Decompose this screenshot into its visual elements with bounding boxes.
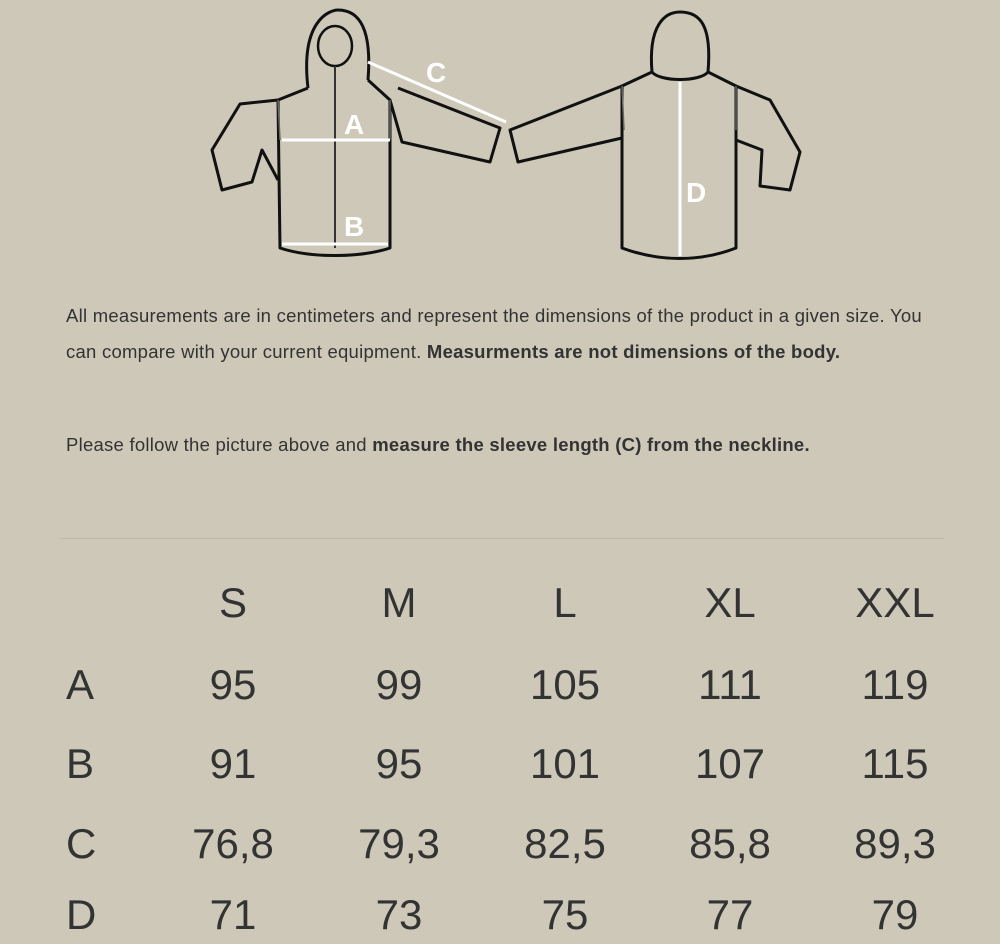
table-cell: 79,3 bbox=[358, 820, 440, 867]
label-b: B bbox=[344, 211, 365, 242]
row-label-a: A bbox=[66, 661, 95, 708]
table-cell: 77 bbox=[706, 891, 754, 938]
measurement-lines-front bbox=[282, 62, 506, 244]
row-label-d: D bbox=[66, 891, 97, 938]
measurement-description bbox=[66, 298, 946, 370]
table-cell: 75 bbox=[541, 891, 589, 938]
instruction-bold: measure the sleeve length (C) from the neckline. bbox=[372, 434, 810, 455]
row-label-b: B bbox=[66, 740, 95, 787]
table-cell: 111 bbox=[698, 661, 762, 708]
label-a: A bbox=[344, 109, 365, 140]
sleeve-instruction bbox=[66, 427, 946, 463]
table-cell: 76,8 bbox=[192, 820, 274, 867]
instruction-text: Please follow the picture above and bbox=[66, 434, 373, 455]
table-cell: 95 bbox=[209, 661, 257, 708]
table-cell: 119 bbox=[861, 661, 929, 708]
table-cell: 107 bbox=[694, 740, 766, 787]
jacket-back-illustration bbox=[510, 12, 800, 259]
label-c: C bbox=[426, 57, 447, 88]
section-divider bbox=[60, 538, 944, 539]
table-cell: 101 bbox=[529, 740, 601, 787]
table-cell: 71 bbox=[209, 891, 257, 938]
row-label-c: C bbox=[66, 820, 97, 867]
table-cell: 79 bbox=[871, 891, 919, 938]
size-header-xxl: XXL bbox=[855, 579, 935, 626]
description-text: All measurements are in centimeters and represent the dimensions of the product in a given size. You can compare with your current equipment. bbox=[66, 305, 922, 362]
table-cell: 82,5 bbox=[524, 820, 606, 867]
table-cell: 73 bbox=[375, 891, 423, 938]
size-header-m: M bbox=[381, 579, 417, 626]
table-cell: 85,8 bbox=[689, 820, 771, 867]
table-cell: 105 bbox=[529, 661, 601, 708]
label-d: D bbox=[686, 177, 707, 208]
table-cell: 115 bbox=[861, 740, 929, 787]
description-bold: Measurments are not dimensions of the body. bbox=[426, 341, 841, 362]
size-header-s: S bbox=[218, 579, 248, 626]
size-header-xl: XL bbox=[704, 579, 756, 626]
table-cell: 91 bbox=[209, 740, 257, 787]
table-cell: 95 bbox=[375, 740, 423, 787]
size-header-l: L bbox=[553, 579, 577, 626]
table-cell: 99 bbox=[375, 661, 423, 708]
table-cell: 89,3 bbox=[854, 820, 936, 867]
jacket-measurement-diagram bbox=[0, 0, 1000, 280]
